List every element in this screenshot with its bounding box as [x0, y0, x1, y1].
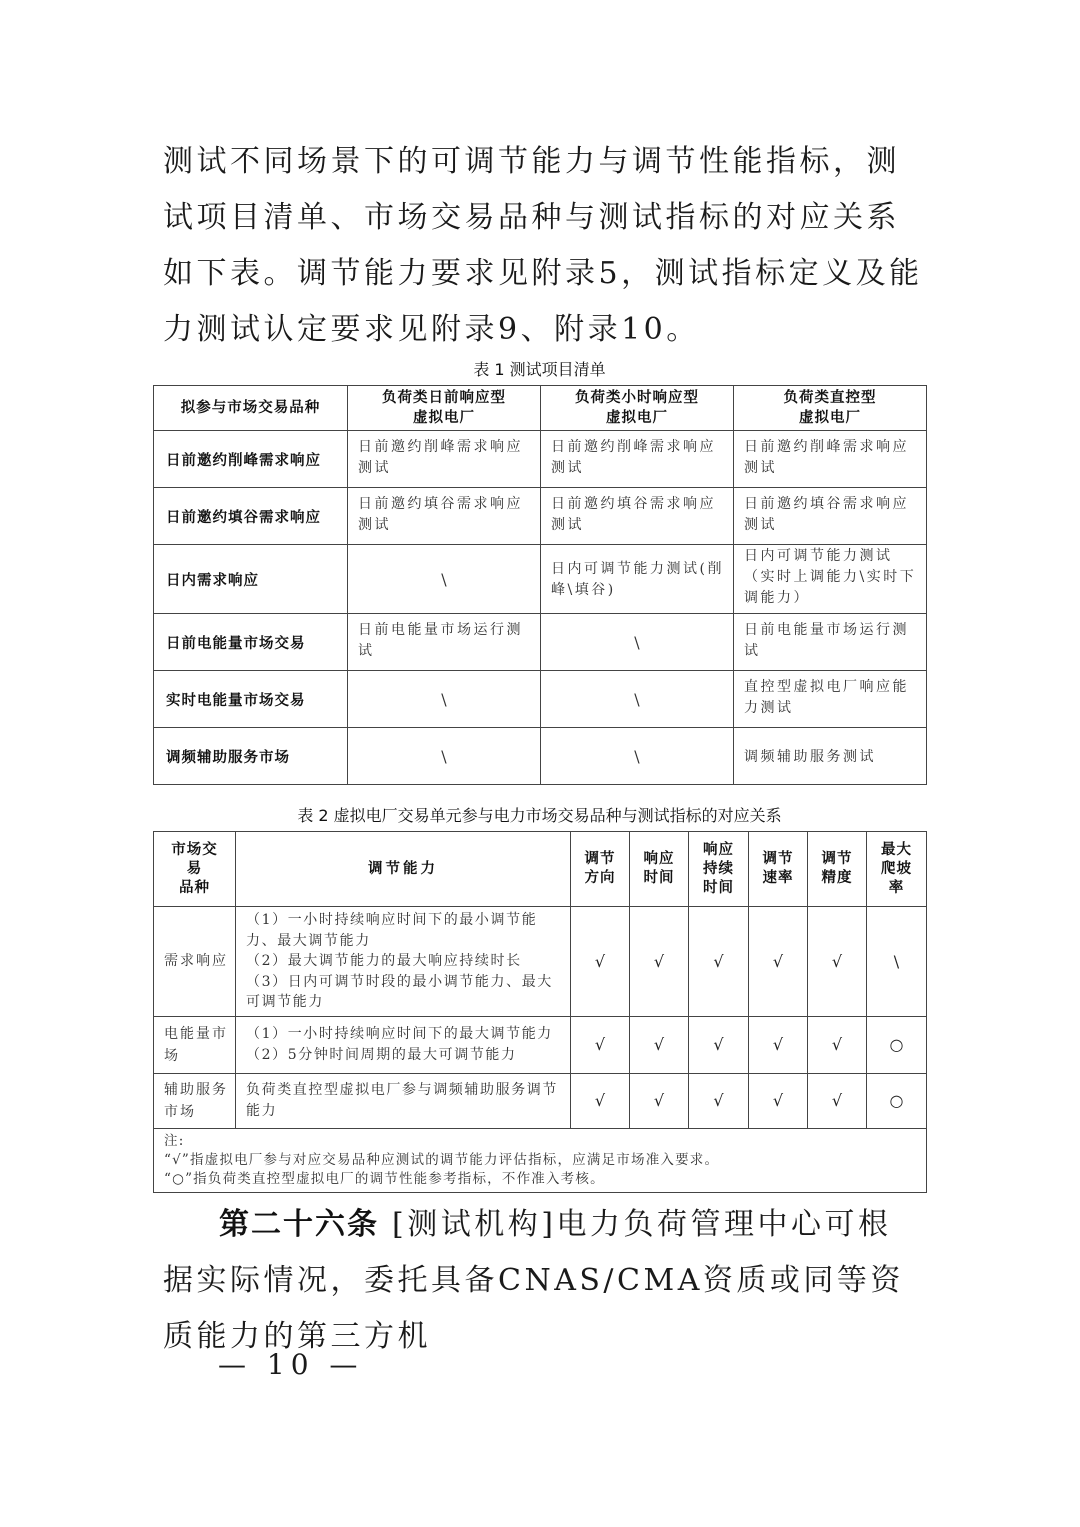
header-line: 虚拟电厂 — [799, 410, 861, 426]
row-label: 日内需求响应 — [154, 545, 348, 614]
table-cell: 日前邀约削峰需求响应测试 — [734, 431, 927, 488]
market-type: 辅助服务市场 — [154, 1073, 236, 1128]
header-line: 爬坡 — [881, 860, 912, 877]
table-cell: 日前邀约削峰需求响应测试 — [541, 431, 734, 488]
header-day-ahead-vpp — [348, 386, 541, 431]
header-line: 负荷类小时响应型 — [575, 390, 699, 406]
table-cell: 直控型虚拟电厂响应能力测试 — [734, 671, 927, 728]
table-row — [154, 907, 927, 1017]
table-header-row — [154, 832, 927, 907]
capability-line: 负荷类直控型虚拟电厂参与调频辅助服务调节能力 — [246, 1082, 558, 1119]
row-label: 日前邀约削峰需求响应 — [154, 431, 348, 488]
table-cell-na: \ — [348, 728, 541, 785]
check-mark: √ — [571, 907, 630, 1017]
table-cell-na: \ — [348, 671, 541, 728]
check-mark: √ — [630, 907, 689, 1017]
capability-line: （3）日内可调节时段的最小调节能力、最大可调节能力 — [246, 973, 553, 1010]
header-line: 最大 — [881, 841, 912, 858]
header-market-type: 拟参与市场交易品种 — [154, 386, 348, 431]
na-mark: \ — [867, 907, 927, 1017]
check-mark: √ — [808, 907, 867, 1017]
header-line: 响应 — [643, 851, 675, 867]
header-line: 时间 — [703, 879, 734, 896]
table-cell: 日前邀约填谷需求响应测试 — [541, 488, 734, 545]
market-type: 电能量市场 — [154, 1016, 236, 1073]
header-capability: 调节能力 — [236, 832, 571, 907]
table-cell: 日前电能量市场运行测试 — [734, 614, 927, 671]
header-line: 精度 — [821, 870, 853, 886]
header-response-time — [630, 832, 689, 907]
header-line: 虚拟电厂 — [606, 410, 668, 426]
table-row — [154, 1016, 927, 1073]
table-row — [154, 671, 927, 728]
market-type: 需求响应 — [154, 907, 236, 1017]
header-hourly-vpp — [541, 386, 734, 431]
article-26-paragraph — [163, 1197, 923, 1365]
table-row — [154, 728, 927, 785]
header-market-type — [154, 832, 236, 907]
check-mark: √ — [630, 1016, 689, 1073]
header-line: 速率 — [762, 870, 794, 886]
table-row — [154, 1073, 927, 1128]
header-line: 负荷类日前响应型 — [382, 390, 506, 406]
market-indicator-table — [153, 831, 927, 1193]
check-mark: √ — [571, 1016, 630, 1073]
table-cell-na: \ — [541, 728, 734, 785]
header-line: 虚拟电厂 — [413, 410, 475, 426]
header-direction — [571, 832, 630, 907]
check-mark: √ — [749, 907, 808, 1017]
article-number: 第二十六条 — [219, 1207, 379, 1242]
capability-line: （1）一小时持续响应时间下的最大调节能力 — [246, 1026, 553, 1042]
note-line: “√”指虚拟电厂参与对应交易品种应测试的调节能力评估指标，应满足市场准入要求。 — [164, 1151, 720, 1168]
check-mark: √ — [808, 1016, 867, 1073]
page-number: — 10 — — [218, 1348, 364, 1381]
table-row — [154, 488, 927, 545]
check-mark: √ — [571, 1073, 630, 1128]
header-line: 持续 — [703, 860, 734, 877]
note-line: “○”指负荷类直控型虚拟电厂的调节性能参考指标，不作准入考核。 — [164, 1170, 605, 1187]
check-mark: √ — [689, 907, 749, 1017]
table-cell-na: \ — [348, 545, 541, 614]
check-mark: √ — [689, 1016, 749, 1073]
table-row — [154, 545, 927, 614]
table-cell-na: \ — [541, 614, 734, 671]
capability-line: （1）一小时持续响应时间下的最小调节能力、最大调节能力 — [246, 912, 538, 949]
header-precision — [808, 832, 867, 907]
table1-caption: 表 1 测试项目清单 — [473, 360, 606, 379]
table-cell: 日内可调节能力测试(削峰\填谷) — [541, 545, 734, 614]
header-line: 方向 — [584, 870, 616, 886]
header-direct-control-vpp — [734, 386, 927, 431]
capability-line: （2）5分钟时间周期的最大可调节能力 — [246, 1046, 517, 1063]
check-mark: √ — [689, 1073, 749, 1128]
intro-paragraph: 测试不同场景下的可调节能力与调节性能指标，测试项目清单、市场交易品种与测试指标的对应关系如下表。调节能力要求见附录5，测试指标定义及能力测试认定要求见附录9、附录10。 — [163, 144, 923, 347]
table-header-row — [154, 386, 927, 431]
header-line: 易 — [186, 860, 203, 877]
table-cell: 日前邀约削峰需求响应测试 — [348, 431, 541, 488]
check-mark: √ — [630, 1073, 689, 1128]
header-ramp-rate — [867, 832, 927, 907]
row-label: 日前电能量市场交易 — [154, 614, 348, 671]
table-cell: 日前邀约填谷需求响应测试 — [348, 488, 541, 545]
circle-mark: ○ — [867, 1016, 927, 1073]
table-cell-na: \ — [541, 671, 734, 728]
notes-title: 注: — [164, 1132, 185, 1149]
header-line: 率 — [888, 879, 905, 896]
table-cell: 调频辅助服务测试 — [734, 728, 927, 785]
capability-cell — [236, 907, 571, 1017]
capability-line: （2）最大调节能力的最大响应持续时长 — [246, 953, 522, 969]
header-line: 市场交 — [171, 841, 218, 858]
notes-row — [154, 1128, 927, 1192]
table-cell: 日前电能量市场运行测试 — [348, 614, 541, 671]
header-line: 调节 — [821, 851, 853, 867]
header-line: 负荷类直控型 — [783, 390, 877, 406]
capability-cell — [236, 1016, 571, 1073]
header-line: 调节 — [584, 851, 616, 867]
row-label: 日前邀约填谷需求响应 — [154, 488, 348, 545]
check-mark: √ — [808, 1073, 867, 1128]
header-line: 时间 — [643, 870, 675, 886]
row-label: 调频辅助服务市场 — [154, 728, 348, 785]
header-rate — [749, 832, 808, 907]
header-line: 响应 — [703, 841, 734, 858]
table-notes — [154, 1128, 927, 1192]
capability-cell — [236, 1073, 571, 1128]
check-mark: √ — [749, 1016, 808, 1073]
table2-caption: 表 2 虚拟电厂交易单元参与电力市场交易品种与测试指标的对应关系 — [297, 806, 782, 825]
test-items-table — [153, 385, 927, 785]
table-cell: 日内可调节能力测试（实时上调能力\实时下调能力） — [734, 545, 927, 614]
table-row — [154, 614, 927, 671]
header-line: 品种 — [179, 879, 210, 896]
table-cell: 日前邀约填谷需求响应测试 — [734, 488, 927, 545]
check-mark: √ — [749, 1073, 808, 1128]
row-label: 实时电能量市场交易 — [154, 671, 348, 728]
header-duration — [689, 832, 749, 907]
table-row — [154, 431, 927, 488]
article-text: [测试机构]电力负荷管理中心可根据实际情况，委托具备CNAS/CMA资质或同等资质能力的第三方机 — [163, 1207, 904, 1354]
header-line: 调节 — [762, 851, 794, 867]
circle-mark: ○ — [867, 1073, 927, 1128]
